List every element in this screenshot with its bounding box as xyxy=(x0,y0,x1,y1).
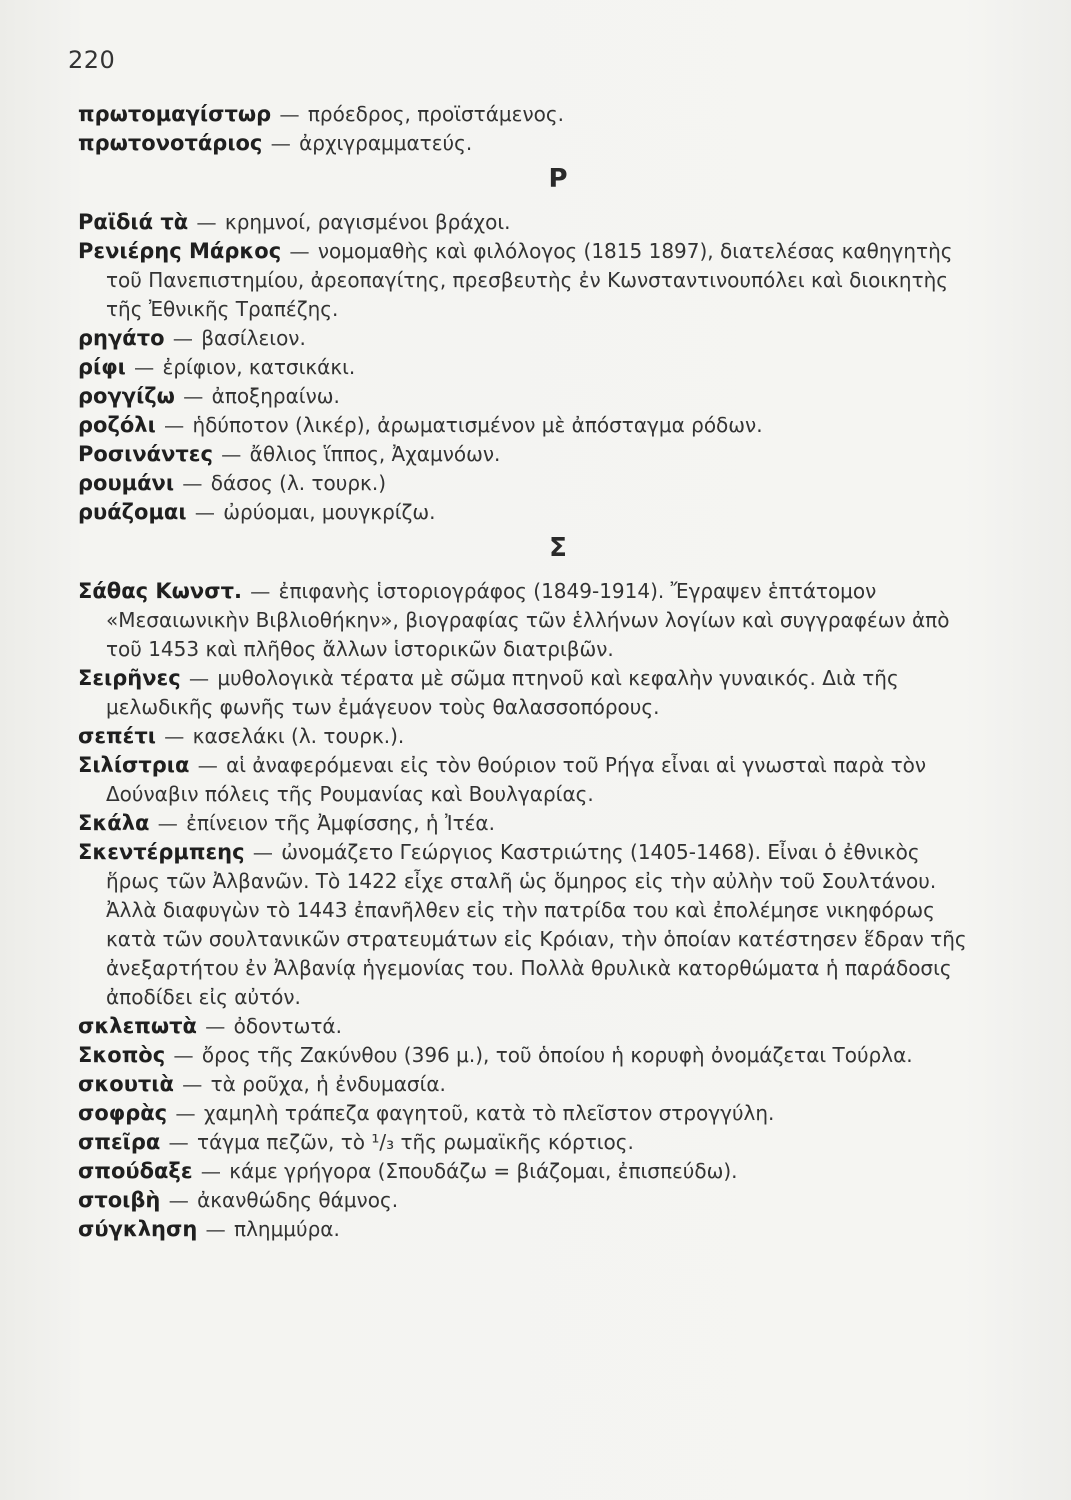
entry-definition: ἀποξηραίνω. xyxy=(211,384,340,408)
entry-term: Ρενιέρης Μάρκος xyxy=(78,239,282,263)
entry-definition: αἱ ἀναφερόμεναι εἰς τὸν θούριον τοῦ Ρήγα εἶναι αἱ γνωσταὶ παρὰ τὸν Δούναβιν πόλεις τῆς Ρουμανίας καὶ Βουλγαρίας. xyxy=(106,753,927,806)
entry-definition: πρόεδρος, προϊστάμενος. xyxy=(307,102,564,126)
entry-term: ροζόλι xyxy=(78,413,156,437)
entry-definition: δάσος (λ. τουρκ.) xyxy=(210,471,387,495)
glossary-entry: σκουτιὰ — τὰ ροῦχα, ἡ ἐνδυμασία. xyxy=(78,1072,446,1096)
entry-definition: κάμε γρήγορα (Σπουδάζω = βιάζομαι, ἐπισπεύδω). xyxy=(229,1159,738,1183)
entry-term: ρογγίζω xyxy=(78,384,175,408)
entry-term: ρίφι xyxy=(78,355,126,379)
entry-definition: ἐπίνειον τῆς Ἀμφίσσης, ἡ Ἰτέα. xyxy=(186,811,495,835)
glossary-entry: ρυάζομαι — ὠρύομαι, μουγκρίζω. xyxy=(78,500,436,524)
glossary-entry: Σκάλα — ἐπίνειον τῆς Ἀμφίσσης, ἡ Ἰτέα. xyxy=(78,811,495,835)
entry-term: Σειρῆνες xyxy=(78,666,181,690)
entry-definition: ἄθλιος ἵππος, Ἀχαμνόων. xyxy=(249,442,501,466)
glossary-entry: Σκοπὸς — ὄρος τῆς Ζακύνθου (396 μ.), τοῦ ὁποίου ἡ κορυφὴ ὀνομάζεται Τούρλα. xyxy=(78,1043,913,1067)
glossary-entry: σεπέτι — κασελάκι (λ. τουρκ.). xyxy=(78,724,405,748)
glossary-content xyxy=(78,100,978,1244)
glossary-entry: ρίφι — ἐρίφιον, κατσικάκι. xyxy=(78,355,356,379)
glossary-entry: σπούδαξε — κάμε γρήγορα (Σπουδάζω = βιάζομαι, ἐπισπεύδω). xyxy=(78,1159,738,1183)
entry-term: Σάθας Κωνστ. xyxy=(78,579,242,603)
entry-definition: νομομαθὴς καὶ φιλόλογος (1815 1897), διατελέσας καθηγητὴς τοῦ Πανεπιστημίου, ἀρεοπαγίτης, πρεσβευτὴς ἐν Κωνσταντινουπόλει καὶ διοικητὴς τῆς Ἐθνικῆς Τραπέζης. xyxy=(106,239,953,321)
entry-term: ρουμάνι xyxy=(78,471,175,495)
entry-term: σκουτιὰ xyxy=(78,1072,174,1096)
page-number: 220 xyxy=(68,46,116,74)
entry-definition: πλημμύρα. xyxy=(234,1217,340,1241)
glossary-entry: Σκεντέρμπεης — ὠνομάζετο Γεώργιος Καστριώτης (1405-1468). Εἶναι ὁ ἐθνικὸς ἥρως τῶν Ἀλβανῶν. Τὸ 1422 εἶχε σταλῆ ὡς ὅμηρος εἰς τὴν αὐλὴν τοῦ Σουλτάνου. Ἀλλὰ διαφυγὼν τὸ 1443 ἐπανῆλθεν εἰς τὴν πατρίδα του καὶ ἐπολέμησε νικηφόρως κατὰ τῶν σουλτανικῶν στρατευμάτων εἰς Κρόιαν, τὴν ὁποίαν κατέστησεν ἕδραν τῆς ἀνεξαρτήτου ἐν Ἀλβανίᾳ ἡγεμονίας του. Πολλὰ θρυλικὰ κατορθώματα ἡ παράδοσις ἀποδίδει εἰς αὐτόν. xyxy=(78,840,967,1009)
entry-term: ρηγάτο xyxy=(78,326,165,350)
entry-definition: ὀδοντωτά. xyxy=(233,1014,342,1038)
entry-term: Σκάλα xyxy=(78,811,150,835)
glossary-entry: Σειρῆνες — μυθολογικὰ τέρατα μὲ σῶμα πτηνοῦ καὶ κεφαλὴν γυναικός. Διὰ τῆς μελωδικῆς φωνῆς των ἐμάγευον τοὺς θαλασσοπόρους. xyxy=(78,666,899,719)
entry-definition: ἡδύποτον (λικέρ), ἀρωματισμένον μὲ ἀπόσταγμα ρόδων. xyxy=(192,413,763,437)
entry-term: Ροσινάντες xyxy=(78,442,213,466)
entry-definition: ἐπιφανὴς ἱστοριογράφος (1849-1914). Ἔγραψεν ἑπτάτομον «Μεσαιωνικὴν Βιβλιοθήκην», βιογραφίας τῶν ἑλλήνων λογίων καὶ συγγραφέων ἀπὸ τοῦ 1453 καὶ πλῆθος ἄλλων ἱστορικῶν διατριβῶν. xyxy=(106,579,950,661)
entry-definition: χαμηλὴ τράπεζα φαγητοῦ, κατὰ τὸ πλεῖστον στρογγύλη. xyxy=(203,1101,775,1125)
glossary-entry: Ρενιέρης Μάρκος — νομομαθὴς καὶ φιλόλογος (1815 1897), διατελέσας καθηγητὴς τοῦ Πανεπιστημίου, ἀρεοπαγίτης, πρεσβευτὴς ἐν Κωνσταντινουπόλει καὶ διοικητὴς τῆς Ἐθνικῆς Τραπέζης. xyxy=(78,239,953,321)
entry-term: πρωτομαγίστωρ xyxy=(78,102,272,126)
entry-definition: κασελάκι (λ. τουρκ.). xyxy=(192,724,405,748)
glossary-entry: πρωτομαγίστωρ — πρόεδρος, προϊστάμενος. xyxy=(78,102,564,126)
glossary-entry: ρηγάτο — βασίλειον. xyxy=(78,326,306,350)
entry-definition: ἐρίφιον, κατσικάκι. xyxy=(162,355,356,379)
glossary-entry: ρογγίζω — ἀποξηραίνω. xyxy=(78,384,340,408)
glossary-entry: στοιβὴ — ἀκανθώδης θάμνος. xyxy=(78,1188,399,1212)
entry-definition: ὄρος τῆς Ζακύνθου (396 μ.), τοῦ ὁποίου ἡ κορυφὴ ὀνομάζεται Τούρλα. xyxy=(201,1043,913,1067)
entry-definition: βασίλειον. xyxy=(201,326,306,350)
glossary-entry: Σάθας Κωνστ. — ἐπιφανὴς ἱστοριογράφος (1849-1914). Ἔγραψεν ἑπτάτομον «Μεσαιωνικὴν Βιβλιοθήκην», βιογραφίας τῶν ἑλλήνων λογίων καὶ συγγραφέων ἀπὸ τοῦ 1453 καὶ πλῆθος ἄλλων ἱστορικῶν διατριβῶν. xyxy=(78,579,950,661)
entry-definition: ὠρύομαι, μουγκρίζω. xyxy=(223,500,436,524)
entry-definition: τάγμα πεζῶν, τὸ ¹/₃ τῆς ρωμαϊκῆς κόρτιος. xyxy=(197,1130,634,1154)
entry-definition: κρημνοί, ραγισμένοι βράχοι. xyxy=(224,210,511,234)
glossary-entry: σπεῖρα — τάγμα πεζῶν, τὸ ¹/₃ τῆς ρωμαϊκῆς κόρτιος. xyxy=(78,1130,634,1154)
entry-term: σπεῖρα xyxy=(78,1130,161,1154)
entry-term: στοιβὴ xyxy=(78,1188,161,1212)
entry-term: σεπέτι xyxy=(78,724,156,748)
glossary-entry: σκλεπωτὰ — ὀδοντωτά. xyxy=(78,1014,342,1038)
glossary-entry: ροζόλι — ἡδύποτον (λικέρ), ἀρωματισμένον μὲ ἀπόσταγμα ρόδων. xyxy=(78,413,763,437)
entry-term: πρωτονοτάριος xyxy=(78,131,263,155)
entry-term: Ραϊδιά τὰ xyxy=(78,210,189,234)
entry-term: σκλεπωτὰ xyxy=(78,1014,197,1038)
glossary-entry: σύγκληση — πλημμύρα. xyxy=(78,1217,340,1241)
glossary-entry: Ραϊδιά τὰ — κρημνοί, ραγισμένοι βράχοι. xyxy=(78,210,511,234)
entry-definition: ἀκανθώδης θάμνος. xyxy=(197,1188,399,1212)
entry-definition: ὠνομάζετο Γεώργιος Καστριώτης (1405-1468). Εἶναι ὁ ἐθνικὸς ἥρως τῶν Ἀλβανῶν. Τὸ 1422 εἶχε σταλῆ ὡς ὅμηρος εἰς τὴν αὐλὴν τοῦ Σουλτάνου. Ἀλλὰ διαφυγὼν τὸ 1443 ἐπανῆλθεν εἰς τὴν πατρίδα του καὶ ἐπολέμησε νικηφόρως κατὰ τῶν σουλτανικῶν στρατευμάτων εἰς Κρόιαν, τὴν ὁποίαν κατέστησεν ἕδραν τῆς ἀνεξαρτήτου ἐν Ἀλβανίᾳ ἡγεμονίας του. Πολλὰ θρυλικὰ κατορθώματα ἡ παράδοσις ἀποδίδει εἰς αὐτόν. xyxy=(106,840,967,1009)
glossary-entry: σοφρὰς — χαμηλὴ τράπεζα φαγητοῦ, κατὰ τὸ πλεῖστον στρογγύλη. xyxy=(78,1101,775,1125)
entry-definition: τὰ ροῦχα, ἡ ἐνδυμασία. xyxy=(210,1072,446,1096)
entry-term: σύγκληση xyxy=(78,1217,198,1241)
glossary-entry: πρωτονοτάριος — ἀρχιγραμματεύς. xyxy=(78,131,473,155)
entry-definition: μυθολογικὰ τέρατα μὲ σῶμα πτηνοῦ καὶ κεφαλὴν γυναικός. Διὰ τῆς μελωδικῆς φωνῆς των ἐμάγευον τοὺς θαλασσοπόρους. xyxy=(106,666,899,719)
glossary-entry: ρουμάνι — δάσος (λ. τουρκ.) xyxy=(78,471,387,495)
entry-term: Σκοπὸς xyxy=(78,1043,166,1067)
section-heading-sigma: Σ xyxy=(549,533,567,563)
entry-term: σπούδαξε xyxy=(78,1159,193,1183)
entry-term: σοφρὰς xyxy=(78,1101,168,1125)
glossary-entry: Σιλίστρια — αἱ ἀναφερόμεναι εἰς τὸν θούριον τοῦ Ρήγα εἶναι αἱ γνωσταὶ παρὰ τὸν Δούναβιν πόλεις τῆς Ρουμανίας καὶ Βουλγαρίας. xyxy=(78,753,927,806)
section-heading-rho: Ρ xyxy=(548,164,568,194)
entry-term: ρυάζομαι xyxy=(78,500,187,524)
glossary-entry: Ροσινάντες — ἄθλιος ἵππος, Ἀχαμνόων. xyxy=(78,442,501,466)
entry-definition: ἀρχιγραμματεύς. xyxy=(299,131,473,155)
entry-term: Σιλίστρια xyxy=(78,753,190,777)
entry-term: Σκεντέρμπεης xyxy=(78,840,245,864)
